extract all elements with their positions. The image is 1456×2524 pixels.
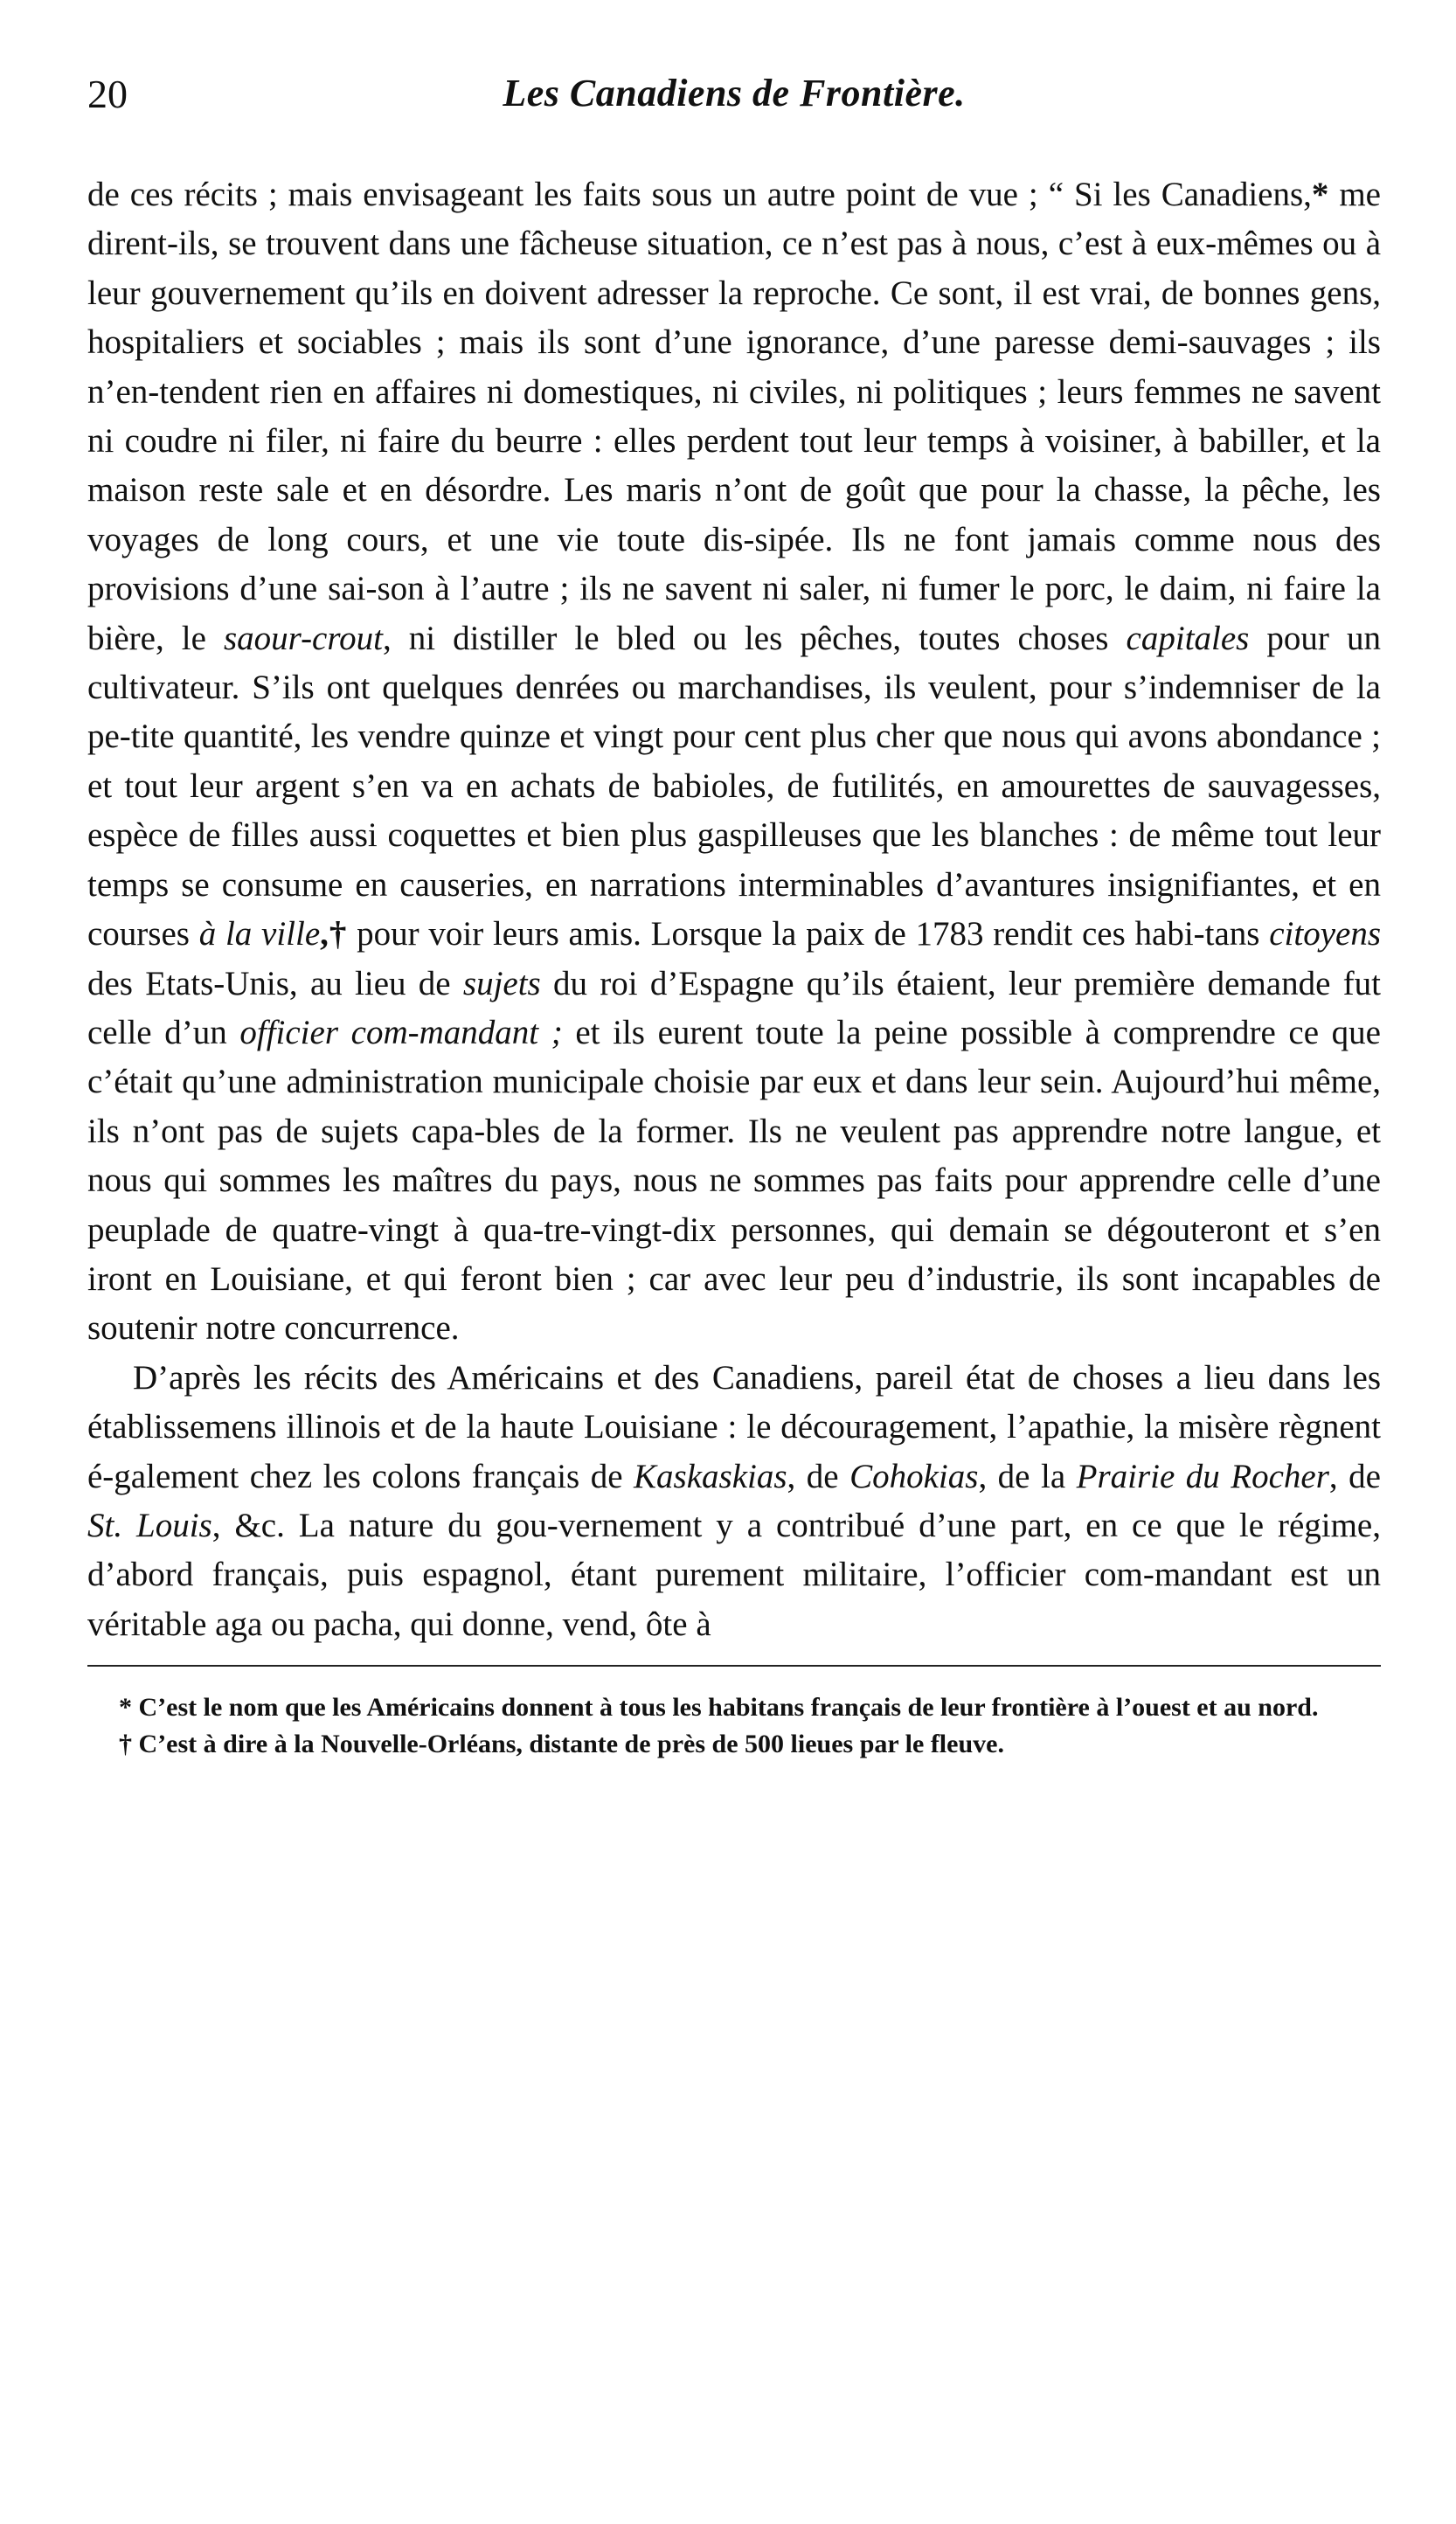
text-run: du roi d’Espagne qu’ils étaient, leur première demande fut celle d’un <box>87 964 1382 1051</box>
italic-term: sujets <box>462 964 541 1002</box>
footnote-divider <box>87 1665 1381 1667</box>
italic-place-name: Cohokias <box>849 1457 979 1495</box>
paragraph-1 <box>87 170 1381 1354</box>
footnote-1 <box>87 1689 1381 1726</box>
italic-term: saour-crout <box>224 619 383 657</box>
paragraph-2 <box>87 1354 1381 1649</box>
italic-place-name: St. Louis <box>87 1506 212 1544</box>
italic-term: officier com-mandant ; <box>239 1013 563 1051</box>
text-run: de ces récits ; mais envisageant les faits sous un autre point de vue ; “ Si les Canadiens, <box>87 176 1312 213</box>
footnote-2 <box>87 1726 1381 1763</box>
running-title: Les Canadiens de Frontière. <box>503 72 966 114</box>
italic-place-name: Prairie du Rocher <box>1076 1457 1329 1495</box>
text-run: , ni distiller le bled ou les pêches, toutes choses <box>382 619 1127 657</box>
text-run: , &c. La nature du gou-vernement y a contribué d’une part, en ce que le régime, d’abord français, puis espagnol, étant purement militaire, l’officier com-mandant est un véritable aga ou pacha, qui donne, vend, ôte à <box>87 1506 1381 1643</box>
footnotes <box>87 1689 1381 1763</box>
footnote-text: C’est le nom que les Américains donnent à tous les habitans français de leur frontière à l’ouest et au nord. <box>132 1693 1319 1723</box>
footnote-marker: * <box>1311 176 1329 213</box>
text-run: , de <box>1328 1457 1381 1495</box>
footnote-marker: * <box>119 1693 132 1723</box>
footnote-text: C’est à dire à la Nouvelle-Orléans, distante de près de 500 lieues par le fleuve. <box>132 1730 1004 1759</box>
text-run: , de la <box>978 1457 1077 1495</box>
text-run: me dirent-ils, se trouvent dans une fâcheuse situation, ce n’est pas à nous, c’est à eux-mêmes ou à leur gouvernement qu’ils en doivent adresser la reproche. Ce sont, il est vrai, de bonnes gens, hospitaliers et sociables ; mais ils sont d’une ignorance, d’une paresse demi-sauvages ; ils n’en-tendent rien en affaires ni domestiques, ni civiles, ni politiques ; leurs femmes ne savent ni coudre ni filer, ni faire du beurre : elles perdent tout leur temps à voisiner, à babiller, et la maison reste sale et en désordre. Les maris n’ont de goût que pour la chasse, la pêche, les voyages de long cours, et une vie toute dis-sipée. Ils ne font jamais comme nous des provisions d’une sai-son à l’autre ; ils ne savent ni saler, ni fumer le porc, le daim, ni faire la bière, le <box>87 176 1381 657</box>
text-run: , de <box>787 1457 850 1495</box>
text-run: et ils eurent toute la peine possible à comprendre ce que c’était qu’une administration municipale choisie par eux et dans leur sein. Aujourd’hui même, ils n’ont pas de sujets capa-bles de la former. Ils ne veulent pas apprendre notre langue, et nous qui sommes les maîtres du pays, nous ne sommes pas faits pour apprendre celle d’une peuplade de quatre-vingt à qua-tre-vingt-dix personnes, qui demain se dégouteront et s’en iront en Louisiane, et qui feront bien ; car avec leur peu d’industrie, ils sont incapables de soutenir notre concurrence. <box>87 1013 1381 1348</box>
footnote-marker: † <box>119 1730 132 1759</box>
italic-term: citoyens <box>1269 915 1382 953</box>
page-number: 20 <box>87 72 128 116</box>
text-run: D’après les récits des Américains et des Canadiens, pareil état de choses a lieu dans les établissemens illinois et de la haute Louisiane : le découragement, l’apathie, la misère règnent é-galement chez les colons français de <box>87 1358 1381 1495</box>
text-run: pour voir leurs amis. Lorsque la paix de 1783 rendit ces habi-tans <box>347 915 1270 953</box>
text-run: pour un cultivateur. S’ils ont quelques denrées ou marchandises, ils veulent, pour s’indemniser de la pe-tite quantité, les vendre quinze et vingt pour cent plus cher que nous qui avons abondance ; et tout leur argent s’en va en achats de babioles, de futilités, en amourettes de sauvagesses, espèce de filles aussi coquettes et bien plus gaspilleuses que les blanches : de même tout leur temps se consume en causeries, en narrations interminables d’avantures insignifiantes, et en courses <box>87 619 1381 953</box>
italic-place-name: Kaskaskias <box>634 1457 787 1495</box>
body-text <box>87 170 1381 1649</box>
book-page <box>87 66 1381 1763</box>
running-head <box>87 66 1381 135</box>
text-run: des Etats-Unis, au lieu de <box>87 964 463 1002</box>
italic-term: à la ville <box>198 915 321 953</box>
italic-term: capitales <box>1126 619 1250 657</box>
footnote-marker: ,† <box>320 915 348 953</box>
